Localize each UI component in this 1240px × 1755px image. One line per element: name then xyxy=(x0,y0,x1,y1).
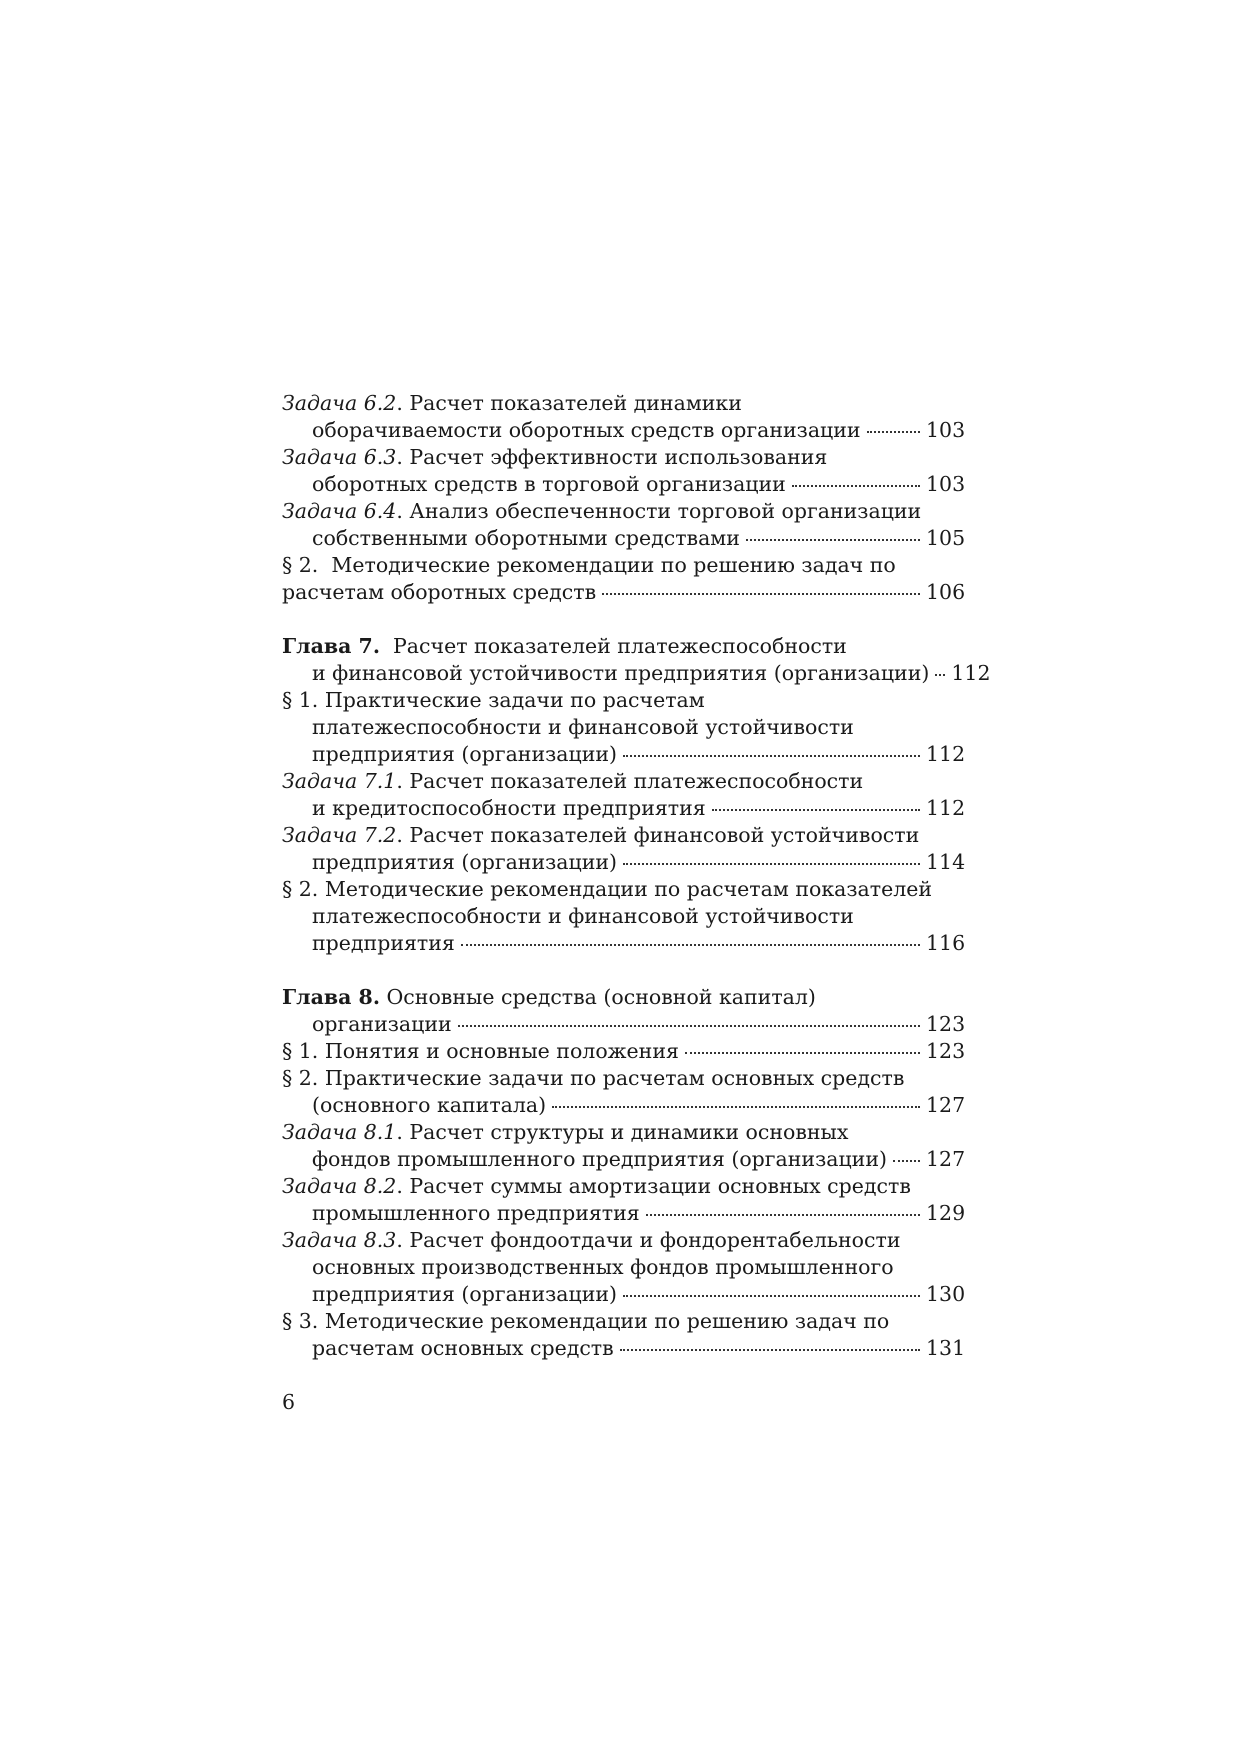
toc-entry-6-3-line-2 xyxy=(282,471,966,498)
toc-entry-8-1-line-1: Задача 8.1. Расчет структуры и динамики основных xyxy=(282,1120,849,1144)
toc-text: платежеспособности и финансовой устойчивости xyxy=(312,904,854,928)
toc-page-number: 105 xyxy=(926,526,966,550)
toc-text: предприятия (организации) xyxy=(312,850,618,874)
toc-entry-6-4-line-1: Задача 6.4. Анализ обеспеченности торговой организации xyxy=(282,499,922,523)
toc-text: Понятия и основные положения xyxy=(324,1039,679,1063)
toc-entry-8-3-line-3 xyxy=(282,1281,966,1308)
toc-entry-7-s1-line-1 xyxy=(282,687,962,714)
dot-leader xyxy=(646,1214,920,1216)
toc-page-number: 116 xyxy=(926,931,966,955)
dot-leader xyxy=(461,944,920,946)
toc-text: оборачиваемости оборотных средств организации xyxy=(312,418,861,442)
toc-text: промышленного предприятия xyxy=(312,1201,640,1225)
toc-entry-8-1-line-2 xyxy=(282,1146,966,1173)
toc-text: организации xyxy=(312,1012,452,1036)
toc-entry-7-2-line-1: Задача 7.2. Расчет показателей финансовой устойчивости xyxy=(282,823,920,847)
toc-text: и кредитоспособности предприятия xyxy=(312,796,706,820)
toc-page-number: 103 xyxy=(926,418,966,442)
toc-text: собственными оборотными средствами xyxy=(312,526,740,550)
toc-entry-7-s1-line-3 xyxy=(282,741,966,768)
toc-chapter-7-line-1 xyxy=(282,633,962,660)
dot-leader xyxy=(893,1160,920,1162)
toc-entry-8-2-line-2 xyxy=(282,1200,966,1227)
toc-label: Задача 8.2 xyxy=(282,1174,397,1198)
toc-chapter-label: Глава 7. xyxy=(282,634,380,658)
toc-page-number: 112 xyxy=(926,796,966,820)
toc-entry-6-s2-line-2 xyxy=(282,579,966,606)
toc-entry-6-4-line-2 xyxy=(282,525,966,552)
toc-entry-7-s2-line-3 xyxy=(282,930,966,957)
toc-entry-6-2-line-2 xyxy=(282,417,966,444)
toc-text: Методические рекомендации по решению задач по xyxy=(331,553,896,577)
toc-label: § 2. xyxy=(282,553,319,577)
toc-chapter-8-line-2 xyxy=(282,1011,966,1038)
toc-entry-7-1-line-2 xyxy=(282,795,966,822)
toc-entry-8-2-line-1: Задача 8.2. Расчет суммы амортизации основных средств xyxy=(282,1174,911,1198)
toc-label: Задача 6.4 xyxy=(282,499,397,523)
toc-text: Основные средства (основной капитал) xyxy=(386,985,816,1009)
dot-leader xyxy=(792,485,920,487)
toc-label: § 1. xyxy=(282,688,319,712)
toc-text: фондов промышленного предприятия (организации) xyxy=(312,1147,887,1171)
toc-entry-8-s1-line-1 xyxy=(282,1038,966,1065)
toc-entry-7-2-line-2 xyxy=(282,849,966,876)
toc-text: Расчет структуры и динамики основных xyxy=(409,1120,849,1144)
toc-chapter-label: Глава 8. xyxy=(282,985,380,1009)
toc-page-number: 130 xyxy=(926,1282,966,1306)
toc-label: Задача 6.3 xyxy=(282,445,397,469)
toc-page-number: 112 xyxy=(951,661,991,685)
toc-entry-6-2-line-1: Задача 6.2. Расчет показателей динамики xyxy=(282,391,742,415)
dot-leader xyxy=(620,1349,920,1351)
toc-text: предприятия (организации) xyxy=(312,742,618,766)
toc-entry-7-s2-line-2 xyxy=(282,903,962,930)
toc-text: Расчет показателей финансовой устойчивости xyxy=(409,823,920,847)
toc-text: основных производственных фондов промышленного xyxy=(312,1255,894,1279)
table-of-contents xyxy=(282,390,991,1362)
toc-entry-8-s3-line-2 xyxy=(282,1335,966,1362)
dot-leader xyxy=(623,863,920,865)
toc-label: § 1. xyxy=(282,1039,319,1063)
toc-entry-6-3-line-1: Задача 6.3. Расчет эффективности использования xyxy=(282,445,828,469)
toc-page-number: 127 xyxy=(926,1147,966,1171)
toc-text: оборотных средств в торговой организации xyxy=(312,472,786,496)
toc-chapter-8-line-1 xyxy=(282,984,962,1011)
toc-page-number: 112 xyxy=(926,742,966,766)
toc-entry-8-s3-line-1 xyxy=(282,1308,962,1335)
toc-text: Расчет суммы амортизации основных средств xyxy=(409,1174,911,1198)
toc-text: Расчет показателей платежеспособности xyxy=(409,769,864,793)
toc-text: Расчет показателей платежеспособности xyxy=(393,634,847,658)
toc-text: предприятия xyxy=(312,931,455,955)
dot-leader xyxy=(602,593,920,595)
toc-text: расчетам основных средств xyxy=(312,1336,614,1360)
toc-entry-8-3-line-1: Задача 8.3. Расчет фондоотдачи и фондорентабельности xyxy=(282,1228,901,1252)
toc-page-number: 114 xyxy=(926,850,966,874)
toc-text: платежеспособности и финансовой устойчивости xyxy=(312,715,854,739)
toc-page-number: 127 xyxy=(926,1093,966,1117)
dot-leader xyxy=(685,1052,920,1054)
toc-text: Расчет эффективности использования xyxy=(409,445,828,469)
toc-text: предприятия (организации) xyxy=(312,1282,618,1306)
toc-page-number: 131 xyxy=(926,1336,966,1360)
toc-entry-7-s1-line-2 xyxy=(282,714,962,741)
toc-entry-8-3-line-2 xyxy=(282,1254,962,1281)
dot-leader xyxy=(623,755,920,757)
toc-label: § 2. xyxy=(282,1066,319,1090)
dot-leader xyxy=(552,1106,920,1108)
toc-text: Расчет показателей динамики xyxy=(409,391,742,415)
toc-text: Практические задачи по расчетам xyxy=(324,688,705,712)
toc-label: Задача 6.2 xyxy=(282,391,397,415)
dot-leader xyxy=(935,674,945,676)
toc-page-number: 106 xyxy=(926,580,966,604)
toc-label: § 3. xyxy=(282,1309,319,1333)
toc-label: Задача 8.3 xyxy=(282,1228,397,1252)
dot-leader xyxy=(458,1025,920,1027)
toc-page-number: 123 xyxy=(926,1039,966,1063)
dot-leader xyxy=(746,539,920,541)
toc-entry-7-1-line-1: Задача 7.1. Расчет показателей платежеспособности xyxy=(282,769,864,793)
toc-label: Задача 7.2 xyxy=(282,823,397,847)
dot-leader xyxy=(623,1295,920,1297)
dot-leader xyxy=(867,431,920,433)
toc-text: расчетам оборотных средств xyxy=(282,580,597,604)
page-number: 6 xyxy=(282,1390,296,1414)
toc-entry-8-s2-line-1 xyxy=(282,1065,962,1092)
toc-text: Методические рекомендации по решению задач по xyxy=(324,1309,890,1333)
toc-entry-6-s2-line-1 xyxy=(282,552,962,579)
toc-text: Расчет фондоотдачи и фондорентабельности xyxy=(409,1228,901,1252)
toc-label: Задача 8.1 xyxy=(282,1120,397,1144)
toc-label: § 2. xyxy=(282,877,319,901)
toc-page-number: 129 xyxy=(926,1201,966,1225)
toc-text: (основного капитала) xyxy=(312,1093,547,1117)
toc-page-number: 103 xyxy=(926,472,966,496)
toc-text: Методические рекомендации по расчетам показателей xyxy=(324,877,933,901)
toc-page-number: 123 xyxy=(926,1012,966,1036)
dot-leader xyxy=(712,809,920,811)
toc-text: и финансовой устойчивости предприятия (организации) xyxy=(312,661,930,685)
toc-entry-7-s2-line-1 xyxy=(282,876,962,903)
toc-entry-8-s2-line-2 xyxy=(282,1092,966,1119)
toc-text: Анализ обеспеченности торговой организации xyxy=(409,499,922,523)
toc-chapter-7-line-2 xyxy=(282,660,991,687)
toc-text: Практические задачи по расчетам основных средств xyxy=(324,1066,905,1090)
toc-label: Задача 7.1 xyxy=(282,769,397,793)
